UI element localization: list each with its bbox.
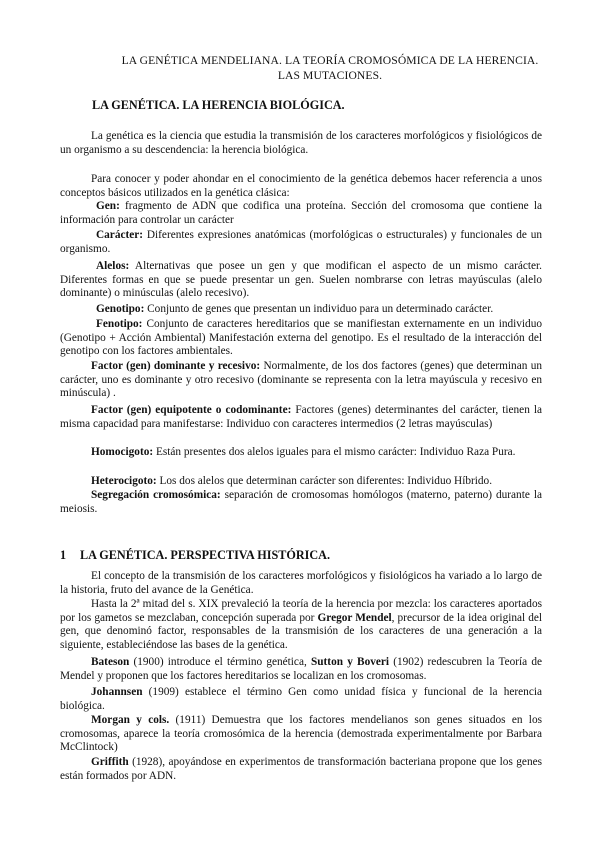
definition-genotipo [60, 303, 542, 317]
definition-text: Están presentes dos alelos iguales para el mismo carácter: Individuo Raza Pura. [153, 446, 516, 458]
section-heading-text: LA GENÉTICA. PERSPECTIVA HISTÓRICA. [80, 548, 331, 562]
history-text: Hasta la 2ª mitad del s. XIX prevaleció la teoría de la herencia por mezcla: los caracteres aportados por los gametos se mezclaban, concepción superada por [60, 598, 542, 624]
history-paragraph-1: El concepto de la transmisión de los caracteres morfológicos y fisiológicos ha variado a lo largo de la historia, fruto del avance de la Genética. [60, 570, 542, 596]
definition-term: Factor (gen) equipotente o codominante: [91, 404, 292, 416]
history-paragraph-griffith [60, 756, 542, 783]
definition-term: Fenotipo: [96, 318, 143, 330]
definition-term: Factor (gen) dominante y recesivo: [91, 360, 261, 372]
history-paragraph-2 [60, 598, 542, 652]
definition-term: Alelos: [96, 260, 130, 272]
history-paragraph-morgan [60, 714, 542, 755]
definition-term: Segregación cromosómica: [91, 489, 221, 501]
history-text: (1900) introduce el término genética, [129, 656, 311, 668]
definition-codominante [60, 404, 542, 431]
definition-term: Carácter: [96, 229, 144, 241]
definition-text: Diferentes expresiones anatómicas (morfológicas o estructurales) y funcionales de un organismo. [60, 229, 542, 255]
section-number: 1 [60, 548, 67, 562]
definition-term: Genotipo: [96, 303, 145, 315]
definition-text: fragmento de ADN que codifica una proteína. Sección del cromosoma que contiene la información para controlar un carácter [60, 200, 542, 226]
document-title [60, 53, 600, 83]
intro-paragraph: La genética es la ciencia que estudia la transmisión de los caracteres morfológicos y fisiológicos de un organismo a su descendencia: la herencia biológica. [60, 130, 542, 156]
definition-homocigoto [60, 446, 542, 460]
definition-text: Normalmente, de los dos factores (genes) que determinan un carácter, uno es dominante y otro recesivo (dominante se representa con la letra mayúscula y recesivo en minúscula) . [60, 360, 542, 400]
definition-segregacion [60, 489, 542, 516]
concepts-intro-paragraph: Para conocer y poder ahondar en el conocimiento de la genética debemos hacer referencia a unos conceptos básicos utilizados en la genética clásica: [60, 173, 542, 199]
title-line-2: LAS MUTACIONES. [277, 69, 383, 82]
scientist-bateson: Bateson [91, 656, 130, 668]
scientist-mendel: Gregor Mendel [317, 611, 392, 624]
history-paragraph-johannsen [60, 686, 542, 713]
definition-dominante-recesivo [60, 360, 542, 401]
history-text: , precursor de la idea original del gen, que denominó factor, responsables de la transmisión de los caracteres de una generación a la siguiente, estableciéndose las bases de la genética. [60, 611, 543, 651]
scientist-sutton-boveri: Sutton y Boveri [310, 656, 390, 668]
section-heading-historia [60, 548, 330, 563]
definition-text: Conjunto de caracteres hereditarios que se manifiestan externamente en un individuo (Genotipo + Acción Ambiental) Manifestación externa del genotipo. Es el resultado de la interacción del genotipo con los factores ambientales. [60, 318, 542, 358]
section-heading-genetica: LA GENÉTICA. LA HERENCIA BIOLÓGICA. [92, 98, 345, 112]
history-text: (1902) redescubren la Teoría de Mendel y proponen que los factores hereditarios se localizan en los cromosomas. [60, 656, 542, 682]
definition-text: Factores (genes) determinantes del carácter, tienen la misma capacidad para manifestarse: Individuo con caracteres intermedios (2 letras mayúsculas) [60, 404, 543, 430]
history-text: (1909) establece el término Gen como unidad física y funcional de la herencia biológica. [60, 686, 542, 712]
history-text: (1911) Demuestra que los factores mendelianos son genes situados en los cromosomas, aparece la teoría cromosómica de la herencia (demostrada experimentalmente por Barbara McClintock) [60, 714, 542, 754]
definition-term: Heterocigoto: [91, 475, 157, 487]
scientist-morgan: Morgan y cols. [91, 714, 170, 726]
scientist-johannsen: Johannsen [91, 686, 143, 698]
definition-term: Gen: [96, 200, 120, 212]
history-text: (1928), apoyándose en experimentos de transformación bacteriana propone que los genes están formados por ADN. [60, 756, 542, 782]
history-paragraph-bateson [60, 656, 542, 683]
definition-fenotipo [60, 318, 542, 359]
definition-term: Homocigoto: [91, 446, 154, 458]
definition-text: separación de cromosomas homólogos (materno, paterno) durante la meiosis. [60, 489, 542, 515]
definition-caracter [60, 229, 542, 256]
title-line-1: LA GENÉTICA MENDELIANA. LA TEORÍA CROMOSÓMICA DE LA HERENCIA. [121, 54, 539, 67]
definition-gen [60, 200, 542, 227]
definition-alelos [60, 260, 542, 301]
definition-heterocigoto [60, 475, 542, 489]
definition-text: Alternativas que posee un gen y que modifican el aspecto de un mismo carácter. Diferentes formas en que se puede presentar un gen. Suelen nombrarse con letras mayúsculas (alelo dominante) o minúsculas (alelo recesivo). [60, 260, 542, 300]
definition-text: Los dos alelos que determinan carácter son diferentes: Individuo Híbrido. [156, 475, 493, 487]
scientist-griffith: Griffith [91, 756, 129, 768]
definition-text: Conjunto de genes que presentan un individuo para un determinado carácter. [144, 303, 494, 315]
